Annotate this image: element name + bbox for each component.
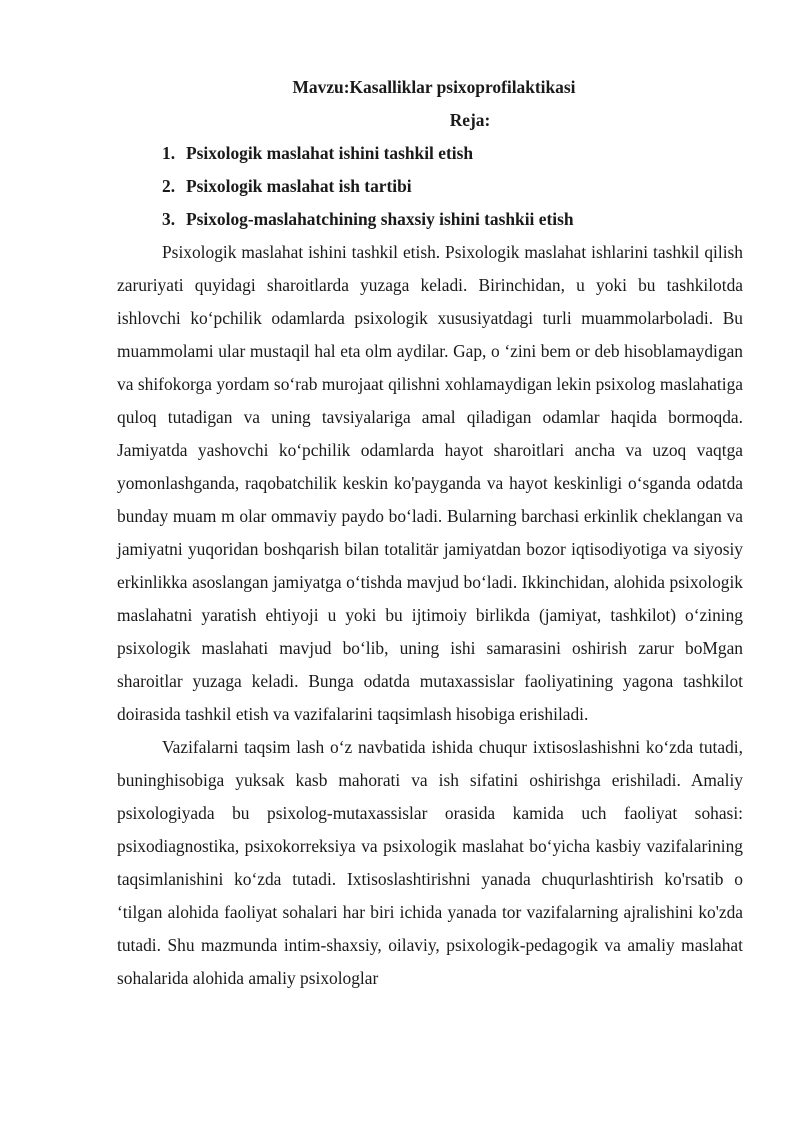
plan-heading: Reja: — [449, 110, 491, 130]
body-paragraph: Psixologik maslahat ishini tashkil etish. Psixologik maslahat ishlarini tashkil qilish zaruriyati quyidagi sharoitlarda yuzaga keladi. Birinchidan, u yoki bu tashkilotda ishlovchi ko‘pchilik odamlarda psixologik xususiyatdagi turli muammolarboladi. Bu muammolami ular mustaqil hal eta olm aydilar. Gap, o ‘zini bem or deb hisoblamaydigan va shifokorga yordam so‘rab murojaat qilishni xohlamaydigan lekin psixolog maslahatiga quloq tutadigan va uning tavsiyalariga amal qiladigan odamlar haqida bormoqda. Jamiyatda yashovchi ko‘pchilik odamlarda hayot sharoitlari ancha va uzoq vaqtga yomonlashganda, raqobatchilik keskin ko'payganda va hayot keskinligi o‘sganda odatda bunday muam m olar ommaviy paydo bo‘ladi. Bularning barchasi erkinlik cheklangan va jamiyatni yuqoridan boshqarish bilan totalitär jamiyatdan bozor iqtisodiyotiga va siyosiy erkinlikka asoslangan jamiyatga o‘tishda mavjud bo‘ladi. Ikkinchidan, alohida psixologik maslahatni yaratish ehtiyoji u yoki bu ijtimoiy birlikda (jamiyat, tashkilot) o‘zining psixologik maslahati mavjud bo‘lib, uning ishi samarasini oshirish zarur boMgan sharoitlar yuzaga keladi. Bunga odatda mutaxassislar faoliyatining yagona tashkilot doirasida tashkil etish va vazifalarini taqsimlash hisobiga erishiladi. — [117, 242, 743, 724]
plan-item — [117, 137, 743, 170]
plan-item-text: Psixologik maslahat ishini tashkil etish — [186, 143, 474, 163]
plan-item-number: 1. — [162, 143, 176, 163]
plan-item-number: 3. — [162, 209, 176, 229]
body-paragraph: Vazifalarni taqsim lash o‘z navbatida ishida chuqur ixtisoslashishni ko‘zda tutadi, buninghisobiga yuksak kasb mahorati va ish sifatini oshirishga erishiladi. Amaliy psixologiyada bu psixolog-mutaxassislar orasida kamida uch faoliyat sohasi: psixodiagnostika, psixokorreksiya va psixologik maslahat bo‘yicha kasbiy vazifalarining taqsimlanishini ko‘zda tutadi. Ixtisoslashtirishni yanada chuqurlashtirish ko'rsatib o ‘tilgan alohida faoliyat sohalari har biri ichida yanada tor vazifalarning ajralishini ko'zda tutadi. Shu mazmunda intim-shaxsiy, oilaviy, psixologik-pedagogik va amaliy maslahat sohalarida alohida amaliy psixologlar — [117, 737, 743, 988]
plan-item — [117, 203, 743, 236]
plan-item-text: Psixolog-maslahatchining shaxsiy ishini tashkii etish — [186, 209, 574, 229]
plan-item-text: Psixologik maslahat ish tartibi — [186, 176, 412, 196]
plan-item — [117, 170, 743, 203]
plan-list — [117, 137, 743, 236]
document-title: Mavzu:Kasalliklar psixoprofilaktikasi — [292, 77, 576, 97]
document-page — [117, 71, 743, 995]
plan-item-number: 2. — [162, 176, 176, 196]
